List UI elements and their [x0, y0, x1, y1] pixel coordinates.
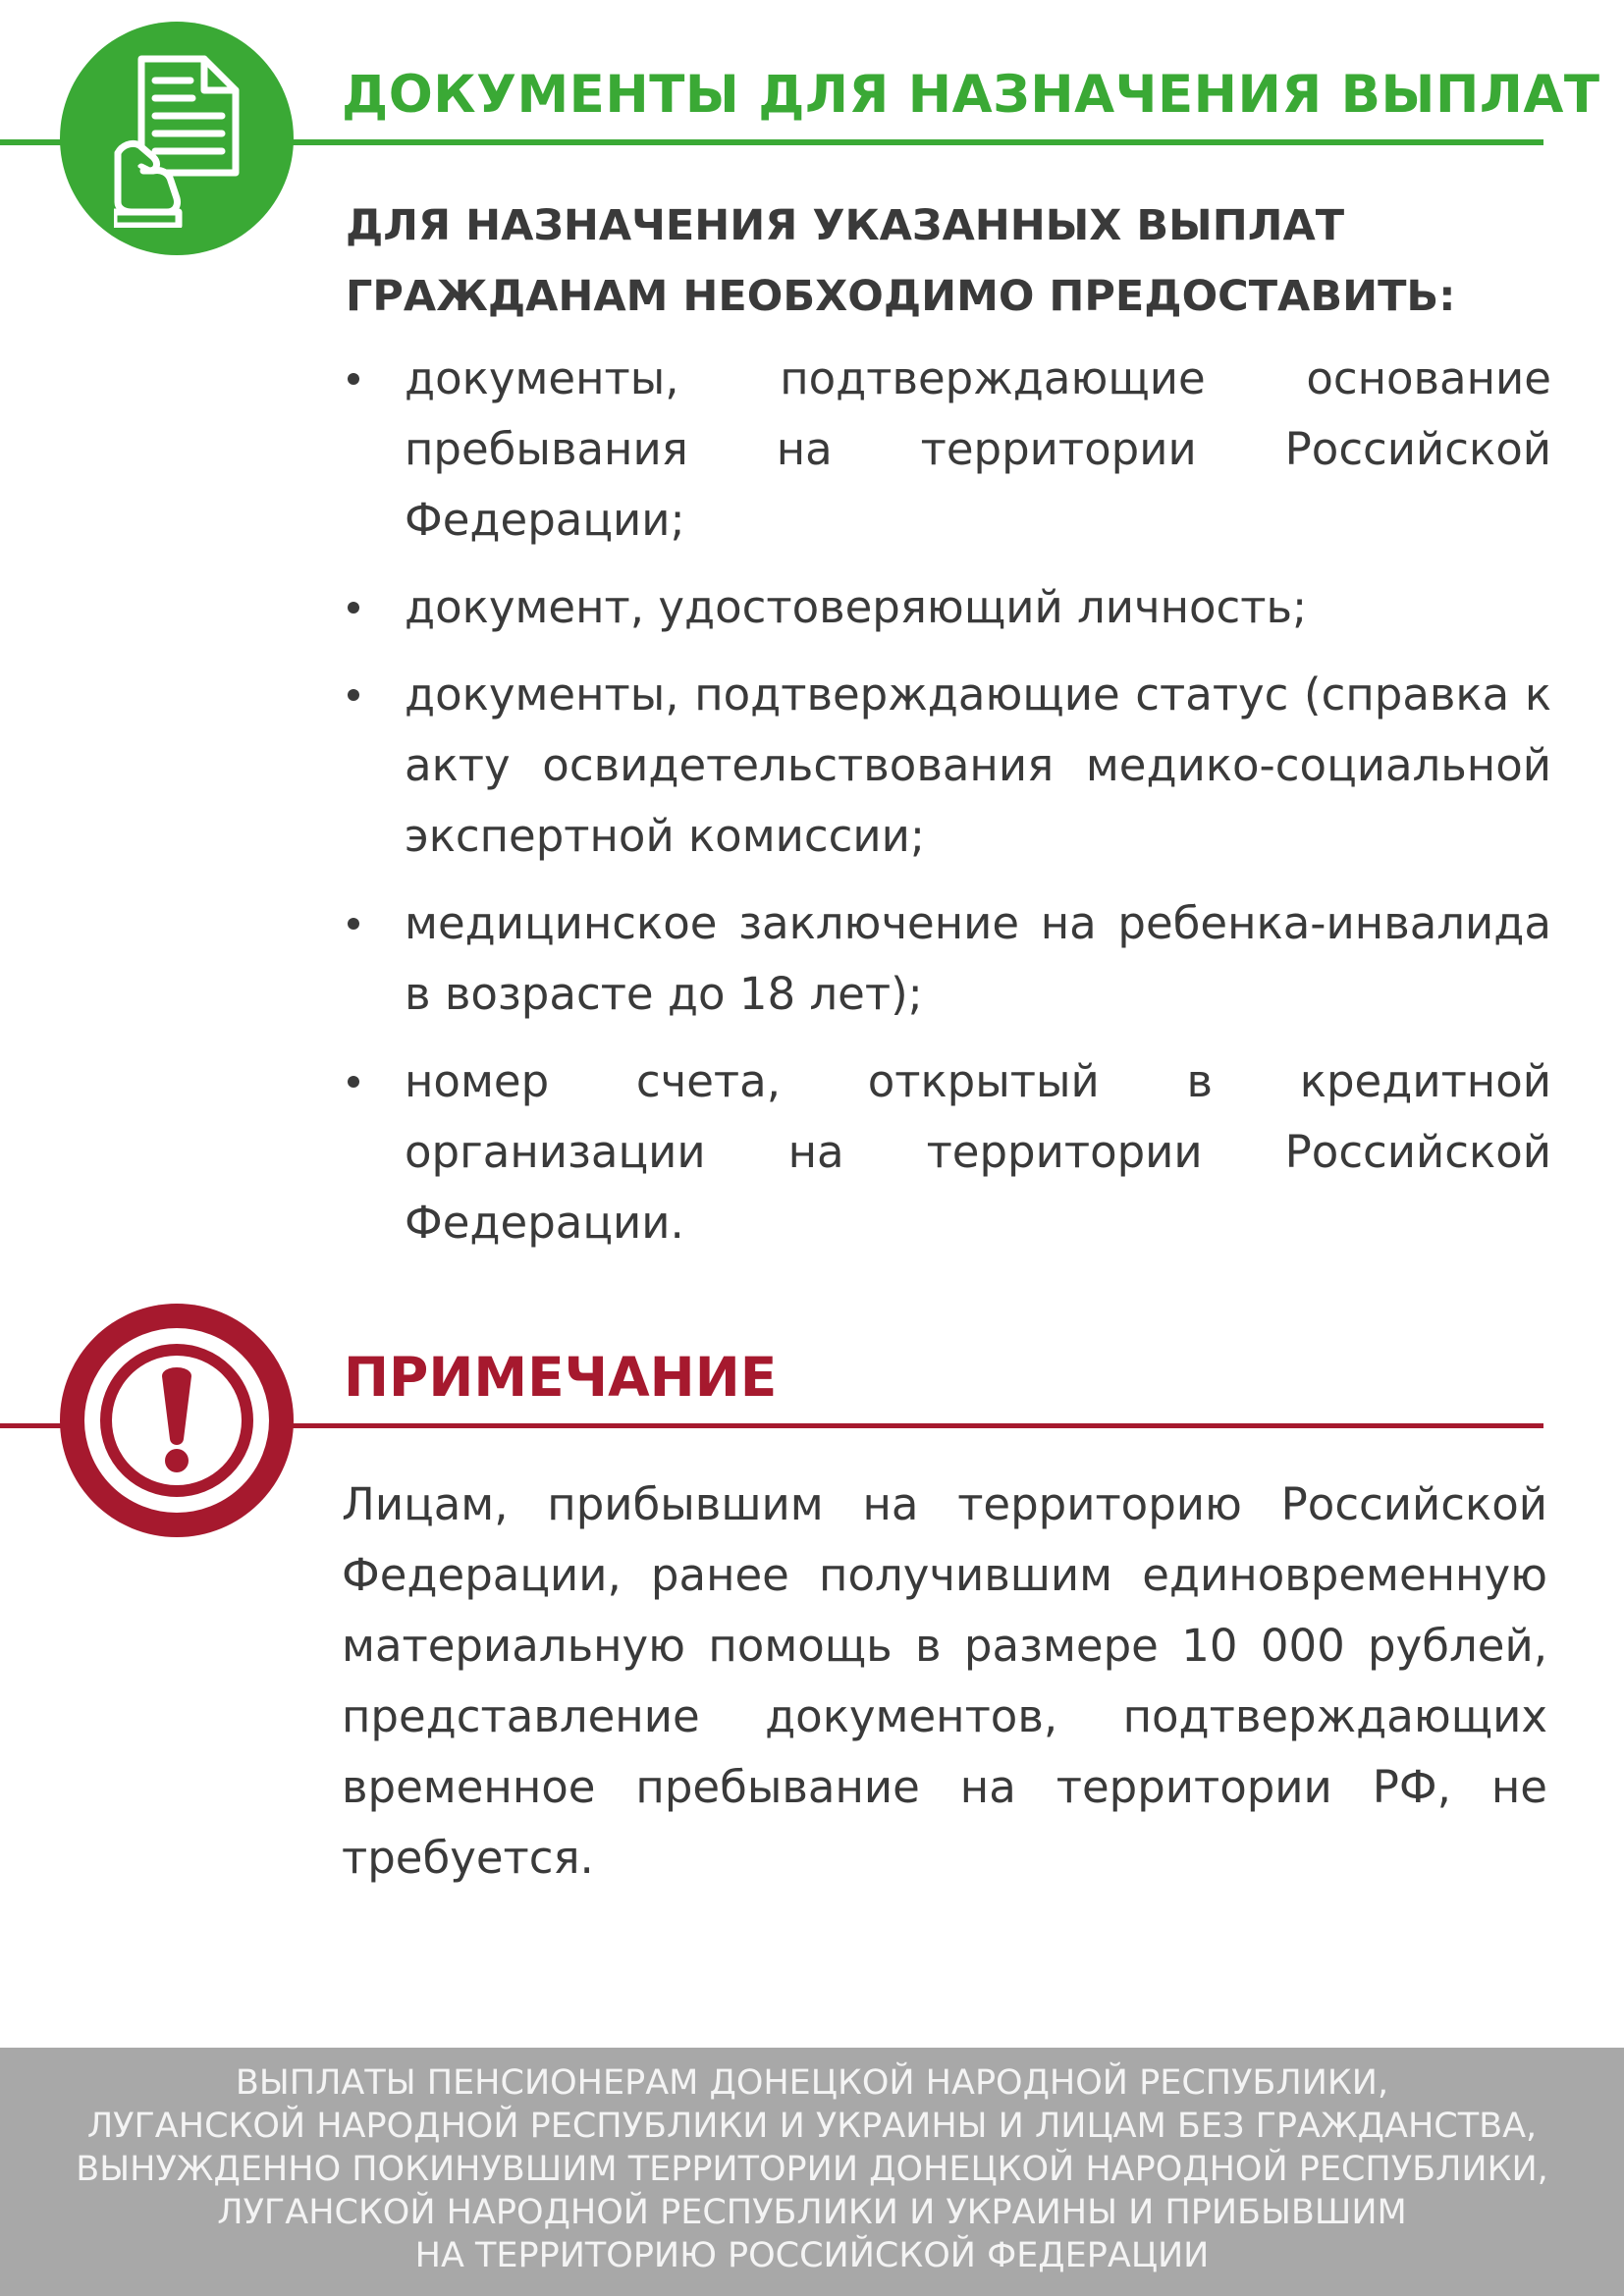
list-item — [346, 660, 1551, 872]
list-item — [346, 1046, 1551, 1258]
documents-list — [346, 344, 1551, 1275]
exclamation-icon — [60, 1304, 294, 1537]
documents-badge — [60, 22, 294, 255]
list-item-text: медицинское заключение на ребенка-инвалида в возрасте до 18 лет); — [405, 897, 1551, 1020]
bullet-icon — [348, 689, 359, 701]
note-title: ПРИМЕЧАНИЕ — [344, 1346, 778, 1409]
list-item — [346, 344, 1551, 556]
footer-line: ЛУГАНСКОЙ НАРОДНОЙ РЕСПУБЛИКИ И УКРАИНЫ И ЛИЦАМ БЕЗ ГРАЖДАНСТВА, — [86, 2107, 1538, 2146]
footer-line: ВЫНУЖДЕННО ПОКИНУВШИМ ТЕРРИТОРИИ ДОНЕЦКОЙ НАРОДНОЙ РЕСПУБЛИКИ, — [76, 2150, 1548, 2189]
bullet-icon — [348, 602, 359, 614]
bullet-icon — [348, 1076, 359, 1088]
footer-banner — [0, 2048, 1624, 2296]
footer-line: ЛУГАНСКОЙ НАРОДНОЙ РЕСПУБЛИКИ И УКРАИНЫ И ПРИБЫВШИМ — [217, 2193, 1407, 2232]
footer-line: ВЫПЛАТЫ ПЕНСИОНЕРАМ ДОНЕЦКОЙ НАРОДНОЙ РЕСПУБЛИКИ, — [235, 2063, 1389, 2103]
documents-title: ДОКУМЕНТЫ ДЛЯ НАЗНАЧЕНИЯ ВЫПЛАТ — [342, 65, 1600, 125]
list-item-text: номер счета, открытый в кредитной организации на территории Российской Федерации. — [405, 1055, 1551, 1249]
documents-intro — [346, 190, 1553, 332]
note-badge — [60, 1304, 294, 1537]
footer-line: НА ТЕРРИТОРИЮ РОССИЙСКОЙ ФЕДЕРАЦИИ — [414, 2236, 1210, 2275]
list-item-text: документы, подтверждающие статус (справка к акту освидетельствования медико-социальной экспертной комиссии; — [405, 668, 1551, 862]
list-item — [346, 572, 1551, 643]
document-hand-icon — [114, 55, 242, 228]
bullet-icon — [348, 373, 359, 385]
bullet-icon — [348, 918, 359, 930]
list-item-text: документ, удостоверяющий личность; — [405, 581, 1308, 633]
note-text: Лицам, прибывшим на территорию Российской Федерации, ранее получившим единовременную материальную помощь в размере 10 000 рублей, представление документов, подтверждающих временное пребывание на территории РФ, не требуется. — [342, 1478, 1547, 1884]
list-item-text: документы, подтверждающие основание пребывания на территории Российской Федерации; — [405, 352, 1551, 546]
list-item — [346, 888, 1551, 1030]
documents-intro-line: ГРАЖДАНАМ НЕОБХОДИМО ПРЕДОСТАВИТЬ: — [346, 272, 1456, 321]
documents-intro-line: ДЛЯ НАЗНАЧЕНИЯ УКАЗАННЫХ ВЫПЛАТ — [346, 201, 1345, 250]
